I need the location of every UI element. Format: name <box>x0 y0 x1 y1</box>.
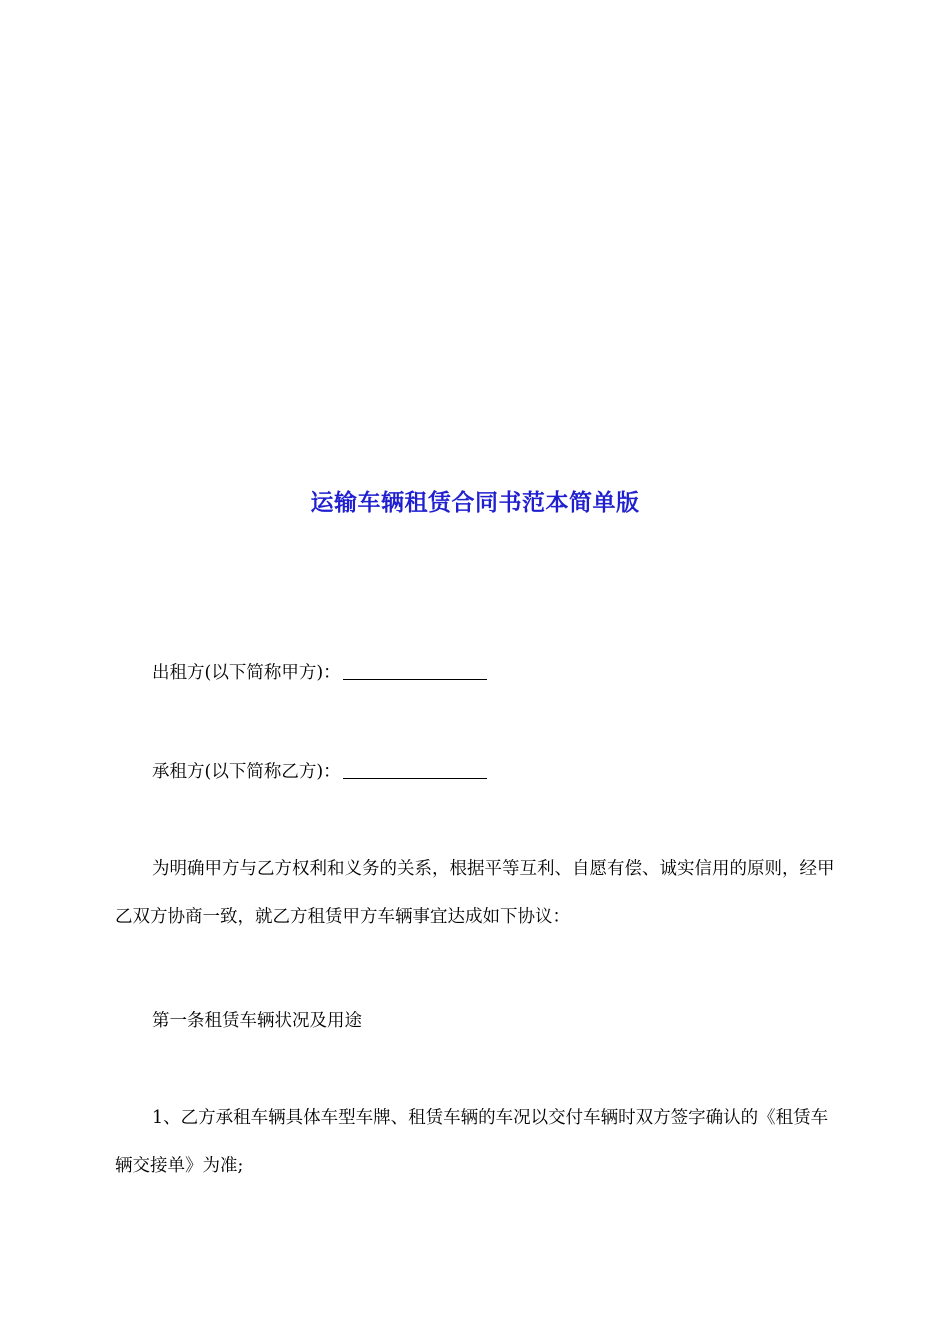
lessee-label: 承租方(以下简称乙方)： <box>152 762 341 782</box>
lessor-line <box>115 649 839 697</box>
lessor-blank <box>343 679 487 680</box>
lessee-line <box>115 748 839 796</box>
intro-paragraph: 为明确甲方与乙方权利和义务的关系，根据平等互利、自愿有偿、诚实信用的原则，经甲乙双方协商一致，就乙方租赁甲方车辆事宜达成如下协议： <box>115 859 835 927</box>
document-title: 运输车辆租赁合同书范本简单版 <box>310 490 640 516</box>
lessee-blank <box>343 778 487 779</box>
article1-heading: 第一条租赁车辆状况及用途 <box>152 1011 362 1031</box>
article1-item1: 1、乙方承租车辆具体车型车牌、租赁车辆的车况以交付车辆时双方签字确认的《租赁车辆交接单》为准; <box>115 1108 829 1176</box>
lessor-label: 出租方(以下简称甲方)： <box>152 663 341 683</box>
